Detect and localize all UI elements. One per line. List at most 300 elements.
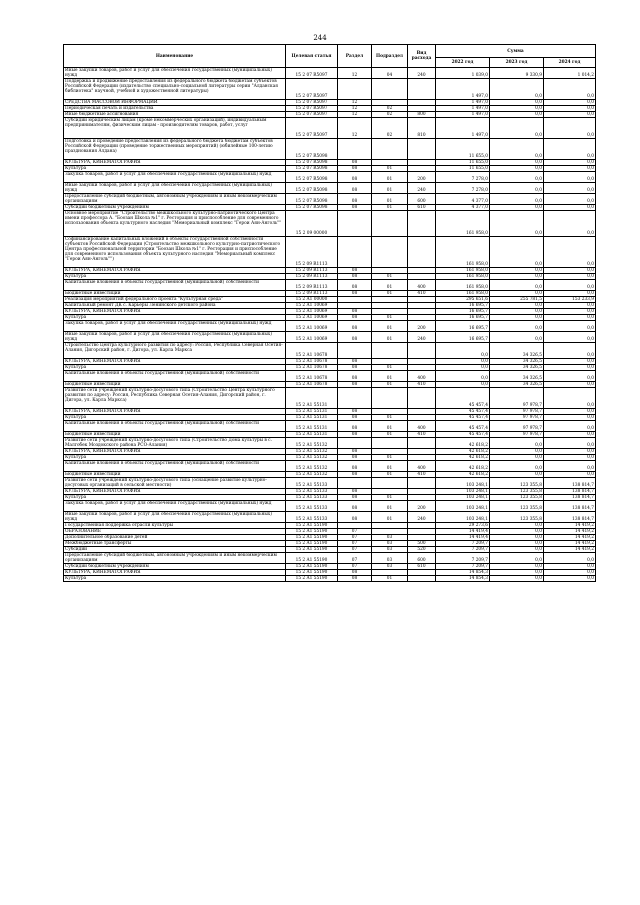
cell-2023: 0,0 (490, 541, 544, 547)
cell-2023: 0,0 (490, 455, 544, 461)
cell-2024: 0,0 (544, 382, 596, 388)
cell-target: 15 2 A1 55131 (286, 388, 338, 409)
cell-2023: 0,0 (490, 564, 544, 570)
cell-expense-type: 200 (408, 501, 436, 512)
cell-subsection: 02 (372, 112, 408, 118)
cell-section: 08 (338, 268, 372, 274)
table-row (64, 280, 596, 291)
cell-2022: 4 377,0 (436, 205, 490, 211)
table-row (64, 68, 596, 79)
cell-2024: 0,0 (544, 118, 596, 139)
cell-2022: 103 248,1 (436, 495, 490, 501)
table-row (64, 343, 596, 359)
cell-subsection: 01 (372, 183, 408, 194)
cell-2024: 0,0 (544, 112, 596, 118)
cell-subsection: 01 (372, 332, 408, 343)
cell-expense-type: 600 (408, 553, 436, 564)
cell-2024: 0,0 (544, 274, 596, 280)
cell-subsection: 01 (372, 194, 408, 205)
cell-name: Поддержка и продвижение предоставления из федерального бюджета бюджетам субъектов Российской Федерации (издательство специально-социальной литературы серии "Алданская библиотека" научной, учебной и художественной литературы) (64, 79, 286, 100)
cell-expense-type: 810 (408, 118, 436, 139)
cell-name: Предоставление субсидий бюджетным, автономным учреждениям и иным некоммерческим организациям (64, 194, 286, 205)
cell-target: 15 2 A1 55131 (286, 432, 338, 438)
cell-subsection: 03 (372, 564, 408, 570)
cell-2022: 295 651,6 (436, 297, 490, 303)
cell-2022: 0,0 (436, 371, 490, 382)
cell-2023: 97 978,7 (490, 388, 544, 409)
cell-subsection (372, 211, 408, 237)
cell-2023: 0,0 (490, 472, 544, 478)
cell-section: 08 (338, 194, 372, 205)
cell-target: 15 2 07 R5097 (286, 106, 338, 112)
cell-name: Реализация мероприятий федерального проекта "Культурная среда" (64, 297, 286, 303)
cell-2022: 103 248,1 (436, 501, 490, 512)
cell-section: 08 (338, 205, 372, 211)
cell-expense-type (408, 343, 436, 359)
cell-2024: 0,0 (544, 194, 596, 205)
cell-expense-type (408, 388, 436, 409)
cell-name: КУЛЬТУРА, КИНЕМАТОГРАФИЯ (64, 309, 286, 315)
cell-target: 15 2 A1 10069 (286, 303, 338, 309)
table-row (64, 553, 596, 564)
cell-2022: 14 854,3 (436, 576, 490, 582)
cell-2022: 45 457,4 (436, 421, 490, 432)
cell-section: 07 (338, 553, 372, 564)
cell-2022: 14 419,4 (436, 529, 490, 535)
cell-2022: 161 958,0 (436, 280, 490, 291)
cell-section: 08 (338, 501, 372, 512)
cell-2022: 7 209,7 (436, 553, 490, 564)
cell-section: 12 (338, 68, 372, 79)
cell-2023: 0,0 (490, 139, 544, 160)
table-row (64, 438, 596, 449)
cell-section: 08 (338, 512, 372, 523)
cell-name: Дополнительное образование детей (64, 535, 286, 541)
cell-2022: 45 457,4 (436, 432, 490, 438)
header-name: Наименование (64, 45, 286, 68)
cell-target: 15 2 A1 10678 (286, 371, 338, 382)
cell-expense-type: 520 (408, 547, 436, 553)
cell-2024: 0,0 (544, 332, 596, 343)
cell-expense-type (408, 79, 436, 100)
cell-2023: 0,0 (490, 449, 544, 455)
cell-2022: 0,0 (436, 359, 490, 365)
cell-2024: 0,0 (544, 172, 596, 183)
cell-2022: 45 457,4 (436, 388, 490, 409)
header-expense-type: Вид расхода (408, 45, 436, 68)
header-target: Целевая статья (286, 45, 338, 68)
cell-subsection: 01 (372, 315, 408, 321)
cell-subsection: 03 (372, 553, 408, 564)
table-row (64, 211, 596, 237)
cell-2022: 11 655,0 (436, 166, 490, 172)
cell-2023: 123 355,8 (490, 512, 544, 523)
cell-target: 15 2 A1 10069 (286, 309, 338, 315)
cell-target: 15 2 A1 10678 (286, 359, 338, 365)
cell-section: 08 (338, 172, 372, 183)
cell-2023: 0,0 (490, 160, 544, 166)
cell-expense-type: 240 (408, 512, 436, 523)
cell-name: Софинансирование капитальных вложений в объекты государственной собственности субъектов Российской Федерации (Строительство межшкольного культурно-патриотического Центра профессиональной территории "Боозан Школа №1" г. Ресторация и приспособление для современного использования объекта культурного наследия "Мемориальный комплекс "Герои Аян-Анголь"") (64, 237, 286, 268)
cell-subsection: 01 (372, 421, 408, 432)
cell-name: Субсидии бюджетным учреждениям (64, 205, 286, 211)
cell-name: Предоставление субсидий бюджетным, автономным учреждениям и иным некоммерческим организациям (64, 553, 286, 564)
cell-name: Иные закупки товаров, работ и услуг для обеспечения государственных (муниципальных) нужд (64, 332, 286, 343)
cell-target: 15 2 07 R5098 (286, 183, 338, 194)
cell-target: 15 2 A1 10678 (286, 343, 338, 359)
cell-subsection: 01 (372, 172, 408, 183)
cell-section (338, 237, 372, 268)
cell-2024: 0,0 (544, 388, 596, 409)
table-row (64, 332, 596, 343)
cell-name: Закупка товаров, работ и услуг для обеспечения государственных (муниципальных) нужд (64, 501, 286, 512)
cell-2023: 0,0 (490, 529, 544, 535)
cell-2023: 34 326,5 (490, 382, 544, 388)
cell-subsection (372, 438, 408, 449)
cell-2022: 161 958,0 (436, 291, 490, 297)
budget-table (63, 44, 596, 582)
cell-2023: 0,0 (490, 523, 544, 529)
cell-section: 08 (338, 274, 372, 280)
cell-2024: 0,0 (544, 309, 596, 315)
cell-2023: 0,0 (490, 291, 544, 297)
cell-target: 15 2 07 R5098 (286, 205, 338, 211)
cell-name: Культура (64, 415, 286, 421)
cell-target: 15 2 09 00000 (286, 211, 338, 237)
cell-2024: 138 814,7 (544, 495, 596, 501)
cell-section (338, 211, 372, 237)
table-row (64, 194, 596, 205)
cell-subsection: 01 (372, 432, 408, 438)
cell-name: КУЛЬТУРА, КИНЕМАТОГРАФИЯ (64, 449, 286, 455)
cell-name: Периодическая печать и издательства (64, 106, 286, 112)
cell-name: Основное мероприятие "Строительство межшкольного культурно-патриотического Центра имени профессора А. "Боозан Школа №1" г. Ресторация и приспособление для современного использования объекта культурного наследия "Мемориальный комплекс "Герои Аян-Анголь"" (64, 211, 286, 237)
cell-2024: 0,0 (544, 139, 596, 160)
cell-target: 15 2 09 R1113 (286, 280, 338, 291)
cell-2022: 103 248,1 (436, 478, 490, 489)
cell-target: 15 2 A1 10069 (286, 332, 338, 343)
cell-2023: 0,0 (490, 535, 544, 541)
cell-2023: 34 326,5 (490, 359, 544, 365)
cell-subsection: 01 (372, 461, 408, 472)
cell-subsection (372, 388, 408, 409)
cell-2023: 0,0 (490, 166, 544, 172)
cell-name: Подготовка и проведение предоставления из федерального бюджета бюджетам субъектов Российской Федерации (проведение торжественных мероприятий) (юбилейные 100-летию празднования Алдана) (64, 139, 286, 160)
cell-2022: 1 497,0 (436, 100, 490, 106)
cell-2023: 0,0 (490, 79, 544, 100)
cell-expense-type: 410 (408, 432, 436, 438)
cell-2024: 138 814,7 (544, 478, 596, 489)
cell-2024: 14 419,2 (544, 523, 596, 529)
cell-expense-type: 410 (408, 472, 436, 478)
cell-2023: 123 355,8 (490, 489, 544, 495)
cell-name: Развитие сети учреждений культурно-досугового типа (Строительство Дома культуры в с. Малгобек Моздокского района РСО-Алания) (64, 438, 286, 449)
cell-2022: 161 958,0 (436, 268, 490, 274)
table-row (64, 237, 596, 268)
cell-subsection: 03 (372, 541, 408, 547)
cell-subsection (372, 237, 408, 268)
cell-section: 08 (338, 455, 372, 461)
cell-subsection: 01 (372, 291, 408, 297)
cell-name: Межбюджетные трансферты (64, 541, 286, 547)
cell-name: Иные закупки товаров, работ и услуг для обеспечения государственных (муниципальных) нужд (64, 512, 286, 523)
cell-subsection: 01 (372, 274, 408, 280)
cell-target: 15 2 A1 55190 (286, 535, 338, 541)
cell-name: Капитальный ремонт ДК с. Карьеры Ленинского детского района (64, 303, 286, 309)
cell-section: 08 (338, 432, 372, 438)
cell-expense-type: 500 (408, 541, 436, 547)
cell-2024: 0,0 (544, 291, 596, 297)
cell-name: Закупка товаров, работ и услуг для обеспечения государственных (муниципальных) нужд (64, 172, 286, 183)
cell-2022: 0,0 (436, 365, 490, 371)
cell-name: СРЕДСТВА МАССОВОЙ ИНФОРМАЦИИ (64, 100, 286, 106)
cell-subsection: 03 (372, 547, 408, 553)
cell-2022: 14 854,3 (436, 570, 490, 576)
cell-name: Капитальные вложения в объекты государственной (муниципальной) собственности (64, 461, 286, 472)
cell-subsection: 01 (372, 205, 408, 211)
cell-2024: 0,0 (544, 371, 596, 382)
cell-2023: 0,0 (490, 553, 544, 564)
cell-name: КУЛЬТУРА, КИНЕМАТОГРАФИЯ (64, 268, 286, 274)
cell-2024: 138 814,7 (544, 501, 596, 512)
cell-target: 15 2 A1 55133 (286, 489, 338, 495)
cell-2023: 0,0 (490, 268, 544, 274)
cell-name: Бюджетные инвестиции (64, 291, 286, 297)
cell-2023: 0,0 (490, 576, 544, 582)
table-row (64, 461, 596, 472)
cell-target: 15 2 A1 55190 (286, 570, 338, 576)
cell-target: 15 2 09 R1113 (286, 237, 338, 268)
cell-target: 15 2 A1 55133 (286, 495, 338, 501)
cell-section: 12 (338, 100, 372, 106)
cell-name: Государственная поддержка отрасли культуры (64, 523, 286, 529)
cell-target: 15 2 A1 10678 (286, 382, 338, 388)
cell-target: 15 2 A1 00000 (286, 297, 338, 303)
cell-2023: 0,0 (490, 118, 544, 139)
cell-subsection: 01 (372, 415, 408, 421)
cell-target: 15 2 A1 55190 (286, 523, 338, 529)
cell-subsection: 01 (372, 321, 408, 332)
cell-2024: 0,0 (544, 160, 596, 166)
cell-expense-type: 240 (408, 332, 436, 343)
cell-target: 15 2 07 R5097 (286, 79, 338, 100)
cell-section (338, 388, 372, 409)
cell-2024: 0,0 (544, 343, 596, 359)
table-row (64, 118, 596, 139)
cell-target: 15 2 07 R5097 (286, 100, 338, 106)
cell-target: 15 2 A1 55190 (286, 564, 338, 570)
cell-section: 08 (338, 495, 372, 501)
cell-2023: 0,0 (490, 438, 544, 449)
cell-name: Развитие сети учреждений культурно-досугового типа (Строительство Центра культурного развития по адресу: Россия, Республика Северная Осетия-Алания, Дигорский район, г. Дигора, ул. Карла Маркса) (64, 388, 286, 409)
cell-2022: 1 497,0 (436, 106, 490, 112)
cell-section: 07 (338, 541, 372, 547)
cell-subsection: 01 (372, 382, 408, 388)
cell-2023: 0,0 (490, 183, 544, 194)
cell-2022: 103 248,1 (436, 489, 490, 495)
cell-subsection (372, 343, 408, 359)
cell-target: 15 2 A1 55190 (286, 553, 338, 564)
cell-2023: 123 355,8 (490, 478, 544, 489)
cell-subsection (372, 478, 408, 489)
table-row (64, 79, 596, 100)
cell-2023: 255 781,5 (490, 297, 544, 303)
cell-name: Капитальные вложения в объекты государственной (муниципальной) собственности (64, 421, 286, 432)
cell-target: 15 2 A1 55132 (286, 449, 338, 455)
cell-name: КУЛЬТУРА, КИНЕМАТОГРАФИЯ (64, 160, 286, 166)
cell-expense-type (408, 139, 436, 160)
table-row (64, 388, 596, 409)
cell-2022: 0,0 (436, 343, 490, 359)
cell-target: 15 2 A1 55190 (286, 576, 338, 582)
cell-expense-type: 400 (408, 461, 436, 472)
cell-target: 15 2 A1 55132 (286, 438, 338, 449)
cell-2024: 14 419,2 (544, 541, 596, 547)
cell-name: Капитальные вложения в объекты государственной (муниципальной) собственности (64, 280, 286, 291)
cell-2022: 42 618,2 (436, 438, 490, 449)
cell-2023: 0,0 (490, 332, 544, 343)
cell-section: 07 (338, 535, 372, 541)
table-row (64, 512, 596, 523)
cell-2023: 0,0 (490, 194, 544, 205)
cell-section: 08 (338, 415, 372, 421)
cell-2022: 1 497,0 (436, 79, 490, 100)
cell-2022: 161 958,0 (436, 237, 490, 268)
cell-2024: 0,0 (544, 183, 596, 194)
cell-section: 08 (338, 183, 372, 194)
cell-expense-type: 240 (408, 183, 436, 194)
cell-target: 15 2 A1 55131 (286, 421, 338, 432)
cell-subsection: 01 (372, 166, 408, 172)
cell-target: 15 2 A1 10678 (286, 365, 338, 371)
cell-target: 15 2 09 R1113 (286, 274, 338, 280)
cell-name: Субсидии юридическим лицам (кроме некоммерческих организаций), индивидуальным предпринимателям, физическим лицам - производителям товаров, работ, услуг (64, 118, 286, 139)
cell-2023: 0,0 (490, 205, 544, 211)
cell-subsection: 01 (372, 455, 408, 461)
cell-section: 08 (338, 315, 372, 321)
cell-name: Бюджетные инвестиции (64, 472, 286, 478)
cell-2022: 45 457,4 (436, 409, 490, 415)
cell-section: 08 (338, 359, 372, 365)
table-row (64, 501, 596, 512)
cell-section: 08 (338, 166, 372, 172)
cell-2023: 0,0 (490, 274, 544, 280)
cell-subsection: 01 (372, 501, 408, 512)
cell-subsection (372, 79, 408, 100)
cell-expense-type: 610 (408, 564, 436, 570)
cell-target: 15 2 07 R5098 (286, 139, 338, 160)
cell-2023: 0,0 (490, 106, 544, 112)
cell-name: Культура (64, 166, 286, 172)
cell-section (338, 79, 372, 100)
cell-2024: 0,0 (544, 421, 596, 432)
header-year-2022: 2022 год (436, 58, 490, 68)
cell-expense-type: 410 (408, 291, 436, 297)
cell-2023: 9 330,9 (490, 68, 544, 79)
header-sum: Сумма (436, 45, 596, 58)
cell-expense-type (408, 478, 436, 489)
cell-2022: 45 457,4 (436, 415, 490, 421)
cell-2023: 0,0 (490, 172, 544, 183)
cell-2022: 42 618,2 (436, 461, 490, 472)
cell-2023: 0,0 (490, 100, 544, 106)
cell-2022: 16 695,7 (436, 315, 490, 321)
cell-name: Культура (64, 315, 286, 321)
cell-name: КУЛЬТУРА, КИНЕМАТОГРАФИЯ (64, 489, 286, 495)
cell-2023: 34 326,5 (490, 365, 544, 371)
cell-section: 08 (338, 472, 372, 478)
cell-expense-type: 600 (408, 194, 436, 205)
cell-section: 07 (338, 564, 372, 570)
cell-name: Развитие сети учреждений культурно-досугового типа (оснащение развитие культурно-досуговых организаций в сельской местности) (64, 478, 286, 489)
cell-expense-type: 400 (408, 371, 436, 382)
table-row (64, 139, 596, 160)
cell-section: 08 (338, 371, 372, 382)
cell-2022: 161 958,0 (436, 211, 490, 237)
cell-expense-type: 400 (408, 280, 436, 291)
cell-2022: 1 039,0 (436, 68, 490, 79)
cell-target: 15 2 A1 10069 (286, 315, 338, 321)
cell-2024: 0,0 (544, 409, 596, 415)
cell-name: Иные закупки товаров, работ и услуг для обеспечения государственных (муниципальных) нужд (64, 68, 286, 79)
cell-2023: 97 978,7 (490, 432, 544, 438)
cell-name: КУЛЬТУРА, КИНЕМАТОГРАФИЯ (64, 409, 286, 415)
cell-section: 12 (338, 118, 372, 139)
cell-section: 08 (338, 280, 372, 291)
cell-target: 15 2 A1 55131 (286, 415, 338, 421)
cell-2024: 0,0 (544, 564, 596, 570)
cell-name: Иные бюджетные ассигнования (64, 112, 286, 118)
cell-section (338, 343, 372, 359)
cell-2023: 0,0 (490, 280, 544, 291)
cell-section: 08 (338, 160, 372, 166)
cell-section: 08 (338, 461, 372, 472)
cell-name: ОБРАЗОВАНИЕ (64, 529, 286, 535)
cell-section: 12 (338, 112, 372, 118)
table-row (64, 576, 596, 582)
cell-section: 12 (338, 106, 372, 112)
cell-2022: 1 497,0 (436, 112, 490, 118)
cell-subsection: 02 (372, 106, 408, 112)
cell-2022: 0,0 (436, 382, 490, 388)
cell-section (338, 438, 372, 449)
cell-2024: 0,0 (544, 472, 596, 478)
cell-2024: 138 814,7 (544, 512, 596, 523)
cell-subsection: 01 (372, 495, 408, 501)
cell-subsection: 01 (372, 576, 408, 582)
cell-2022: 103 248,1 (436, 512, 490, 523)
cell-2024: 0,0 (544, 100, 596, 106)
cell-section: 08 (338, 570, 372, 576)
cell-expense-type: 400 (408, 421, 436, 432)
cell-target: 15 2 07 R5097 (286, 68, 338, 79)
cell-target: 15 2 A1 55133 (286, 512, 338, 523)
cell-expense-type: 240 (408, 68, 436, 79)
table-row (64, 183, 596, 194)
cell-name: Бюджетные инвестиции (64, 382, 286, 388)
cell-2022: 4 377,0 (436, 194, 490, 205)
cell-2022: 29 273,6 (436, 523, 490, 529)
cell-subsection: 04 (372, 68, 408, 79)
cell-target: 15 2 A1 55132 (286, 461, 338, 472)
cell-2022: 42 618,2 (436, 449, 490, 455)
cell-expense-type (408, 576, 436, 582)
cell-2024: 0,0 (544, 455, 596, 461)
cell-2024: 0,0 (544, 432, 596, 438)
cell-section: 08 (338, 409, 372, 415)
cell-target: 15 2 A1 55190 (286, 541, 338, 547)
cell-section (338, 478, 372, 489)
